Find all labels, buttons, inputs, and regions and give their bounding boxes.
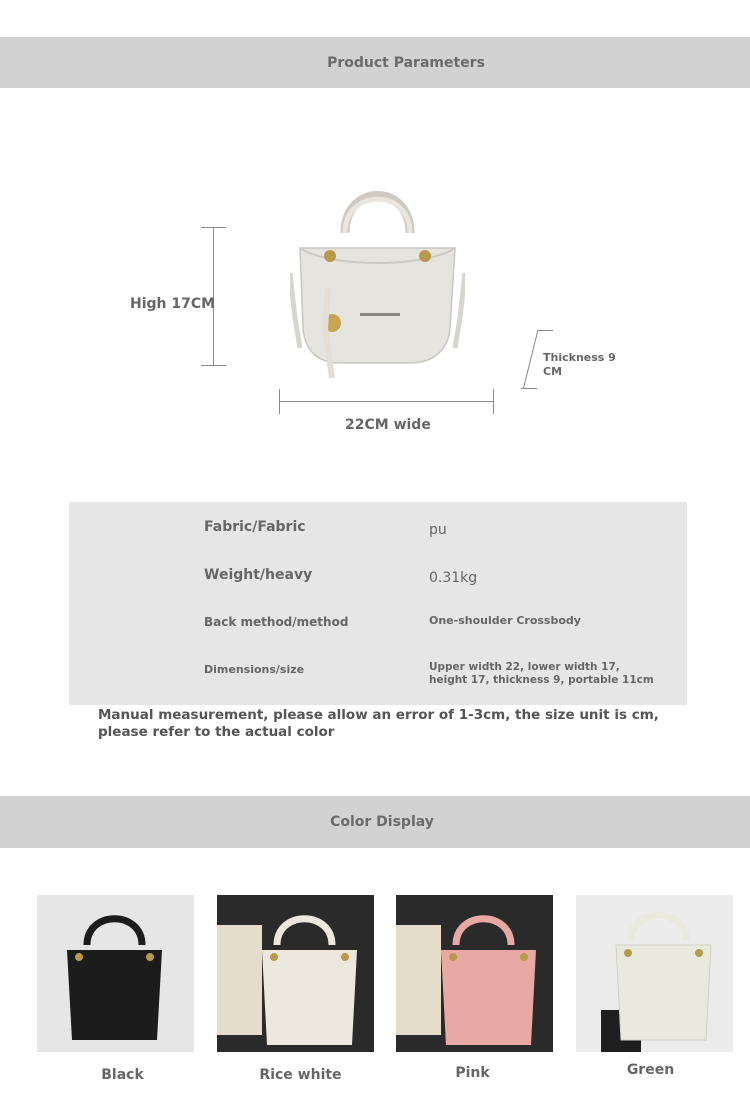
- width-dimension-line: [279, 401, 494, 402]
- color-label-pink: Pink: [455, 1065, 490, 1081]
- section-header-colors: [0, 796, 750, 848]
- color-swatch-green-image[interactable]: [576, 895, 733, 1052]
- height-tick-bottom: [201, 365, 226, 366]
- spec-value-back-method: One-shoulder Crossbody: [429, 614, 581, 627]
- section-title: Color Display: [330, 814, 434, 830]
- width-label: 22CM wide: [345, 417, 431, 433]
- spec-key-back-method: Back method/method: [204, 615, 349, 629]
- measurement-note: Manual measurement, please allow an error of 1-3cm, the size unit is cm, please refer to the actual color: [98, 707, 659, 740]
- height-tick-top: [201, 227, 226, 228]
- color-label-black: Black: [101, 1067, 144, 1083]
- color-swatch-pink-image[interactable]: [396, 895, 553, 1052]
- thickness-tick-top: [537, 330, 553, 331]
- section-title: Product Parameters: [327, 54, 485, 71]
- spec-key-dimensions: Dimensions/size: [204, 663, 305, 676]
- product-bag-image: [290, 178, 465, 383]
- spec-key-weight: Weight/heavy: [204, 567, 313, 583]
- height-label: High 17CM: [130, 296, 216, 312]
- thickness-tick-bottom: [521, 388, 537, 389]
- thickness-dimension-line: [523, 331, 538, 389]
- spec-value-weight: 0.31kg: [429, 570, 478, 586]
- color-swatch-rice-white-image[interactable]: [217, 895, 374, 1052]
- color-label-rice-white: Rice white: [259, 1067, 342, 1083]
- spec-table: [69, 502, 687, 705]
- width-tick-left: [279, 389, 280, 414]
- spec-key-fabric: Fabric/Fabric: [204, 519, 306, 535]
- width-tick-right: [493, 389, 494, 414]
- section-header-params: [0, 37, 750, 88]
- spec-value-dimensions: Upper width 22, lower width 17, height 17, thickness 9, portable 11cm: [429, 661, 654, 686]
- thickness-label: Thickness 9 CM: [543, 351, 616, 378]
- color-swatch-black-image[interactable]: [37, 895, 194, 1052]
- spec-value-fabric: pu: [429, 522, 447, 538]
- color-label-green: Green: [626, 1062, 675, 1078]
